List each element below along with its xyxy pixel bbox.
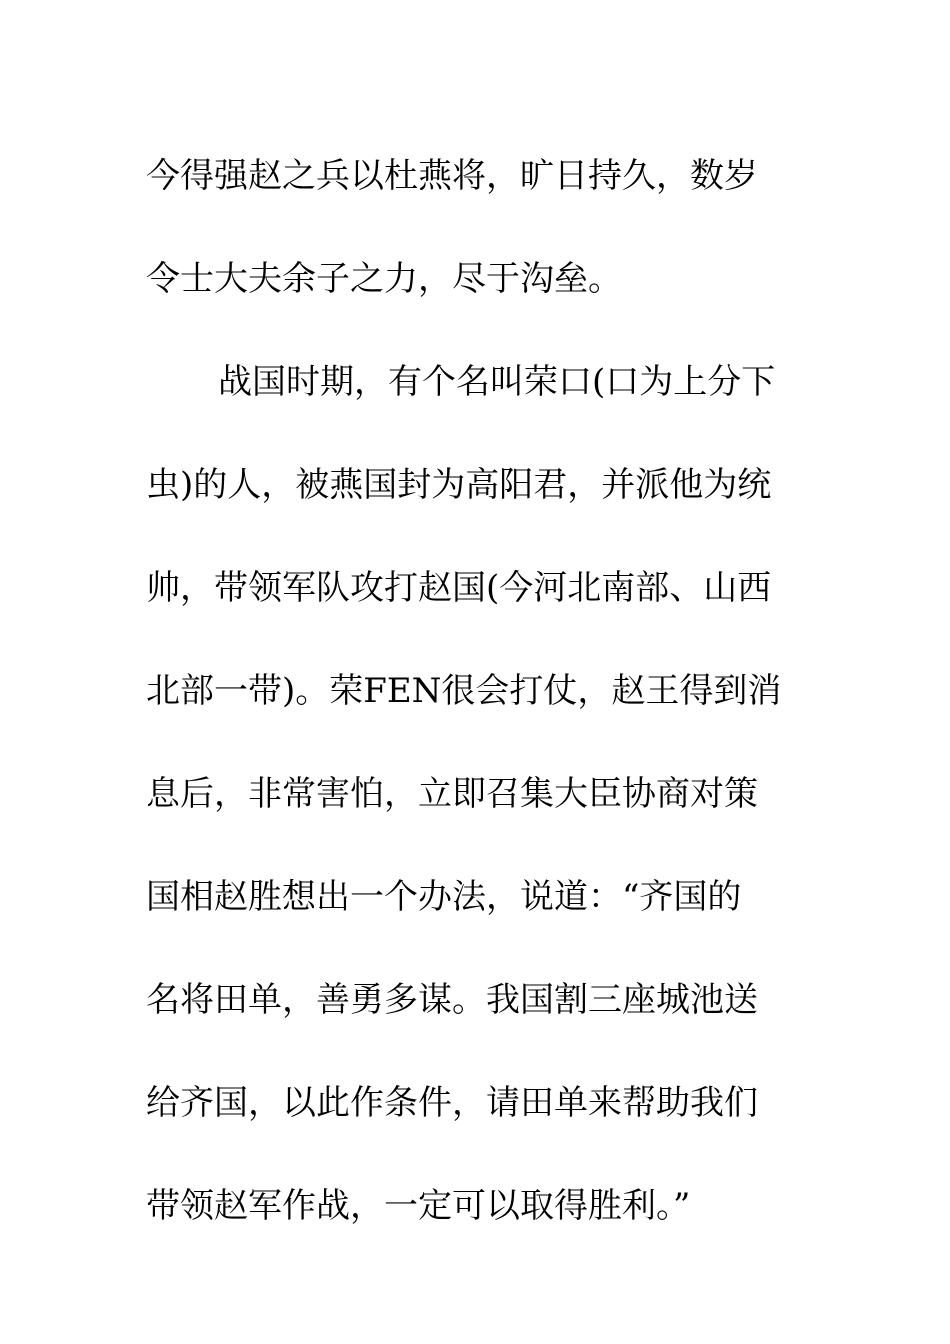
text-line: 给齐国，以此作条件，请田单来帮助我们 [146,1083,758,1123]
body-text [146,125,816,1258]
text-line: 虫)的人，被燕国封为高阳君，并派他为统 [146,465,772,505]
text-line: 帅，带领军队攻打赵国(今河北南部、山西 [146,568,772,608]
text-line: 北部一带)。荣FEN很会打仗，赵王得到消 [146,671,782,711]
text-line: 令士大夫余子之力，尽于沟垒。 [146,259,622,299]
text-line: 名将田单，善勇多谋。我国割三座城池送 [146,980,758,1020]
text-line: 国相赵胜想出一个办法，说道：“齐国的 [146,877,742,917]
text-line: 今得强赵之兵以杜燕将，旷日持久，数岁 [146,156,758,196]
text-line: 息后，非常害怕，立即召集大臣协商对策 [146,774,758,814]
paragraph-first-line: 战国时期，有个名叫荣口(口为上分下 [218,362,776,402]
text-line: 带领赵军作战，一定可以取得胜利。” [146,1186,691,1226]
